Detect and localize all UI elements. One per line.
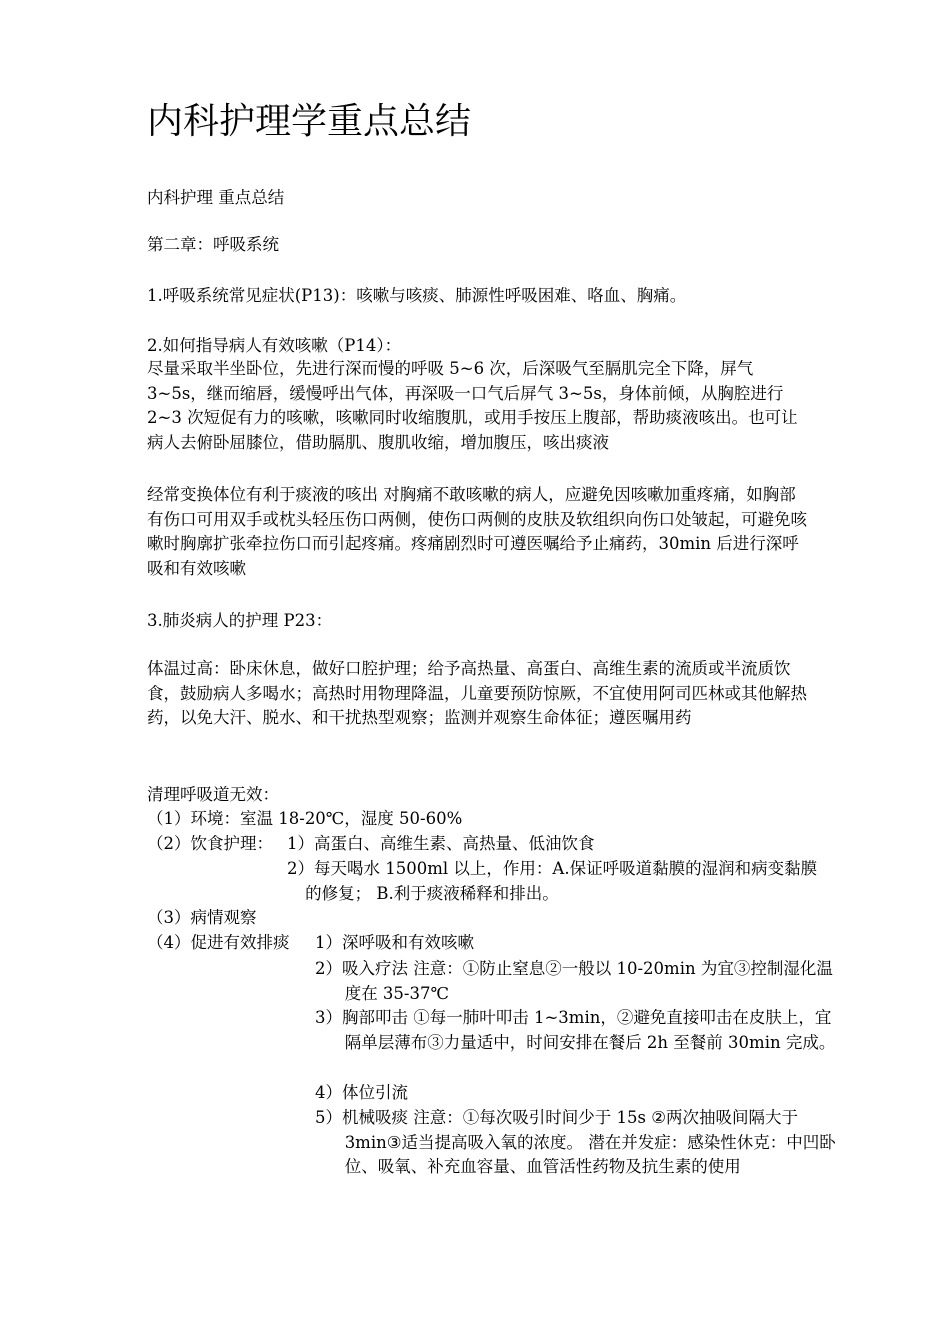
environment-item: （1）环境：室温 18-20℃，湿度 50-60% bbox=[147, 809, 463, 828]
diet-item-2: 2）每天喝水 1500ml 以上，作用：A.保证呼吸道黏膜的湿润和病变黏膜的修复； B.利于痰液稀释和排出。 bbox=[287, 859, 818, 903]
diet-item-1: 1）高蛋白、高维生素、高热量、低油饮食 bbox=[287, 834, 595, 853]
sputum-item-4: 4）体位引流 bbox=[315, 1083, 408, 1102]
sputum-item-2: 2）吸入疗法 注意：①防止窒息②一般以 10-20min 为宜③控制湿化温度在 35-37℃ bbox=[315, 959, 833, 1003]
sputum-item-3: 3）胸部叩击 ①每一肺叶叩击 1~3min，②避免直接叩击在皮肤上，宜隔单层薄布③力量适中，时间安排在餐后 2h 至餐前 30min 完成。 bbox=[315, 1008, 836, 1052]
diet-label: （2）饮食护理： bbox=[147, 834, 273, 853]
sputum-label: （4）促进有效排痰 bbox=[147, 933, 290, 952]
sputum-item-5: 5）机械吸痰 注意：①每次吸引时间少于 15s ②两次抽吸间隔大于 3min③适当提高吸入氧的浓度。 潜在并发症：感染性休克：中凹卧位、吸氧、补充血容量、血管活性药物及抗生素的使用 bbox=[315, 1108, 836, 1176]
airway-heading: 清理呼吸道无效： bbox=[147, 785, 279, 804]
fever-nursing-paragraph: 体温过高：卧床休息，做好口腔护理；给予高热量、高蛋白、高维生素的流质或半流质饮食，鼓励病人多喝水；高热时用物理降温，儿童要预防惊厥，不宜使用阿司匹林或其他解热药，以免大汗、脱水、和干扰热型观察；监测并观察生命体征；遵医嘱用药 bbox=[147, 659, 807, 727]
section-3-heading: 3.肺炎病人的护理 P23： bbox=[147, 611, 333, 630]
section-2-paragraph-2: 经常变换体位有利于痰液的咳出 对胸痛不敢咳嗽的病人，应避免因咳嗽加重疼痛，如胸部有伤口可用双手或枕头轻压伤口两侧，使伤口两侧的皮肤及软组织向伤口处皱起，可避免咳嗽时胸廓扩张牵拉伤口而引起疼痛。疼痛剧烈时可遵医嘱给予止痛药，30min 后进行深呼吸和有效咳嗽 bbox=[147, 485, 807, 578]
document-subtitle: 内科护理 重点总结 bbox=[147, 188, 285, 207]
document-title: 内科护理学重点总结 bbox=[147, 101, 472, 142]
section-2-heading: 2.如何指导病人有效咳嗽（P14）： bbox=[147, 336, 402, 355]
section-1-text: 1.呼吸系统常见症状(P13)：咳嗽与咳痰、肺源性呼吸困难、咯血、胸痛。 bbox=[147, 286, 687, 305]
section-2-paragraph-1: 尽量采取半坐卧位，先进行深而慢的呼吸 5~6 次，后深吸气至膈肌完全下降，屏气 3~5s，继而缩唇，缓慢呼出气体，再深吸一口气后屏气 3~5s，身体前倾，从胸腔进行 2~3 次短促有力的咳嗽，咳嗽同时收缩腹肌，或用手按压上腹部，帮助痰液咳出。也可让病人去俯卧屈膝位，借助膈肌、腹肌收缩，增加腹压，咳出痰液 bbox=[147, 359, 798, 452]
observation-item: （3）病情观察 bbox=[147, 908, 257, 927]
sputum-item-1: 1）深呼吸和有效咳嗽 bbox=[315, 933, 474, 952]
chapter-heading: 第二章：呼吸系统 bbox=[147, 235, 279, 254]
